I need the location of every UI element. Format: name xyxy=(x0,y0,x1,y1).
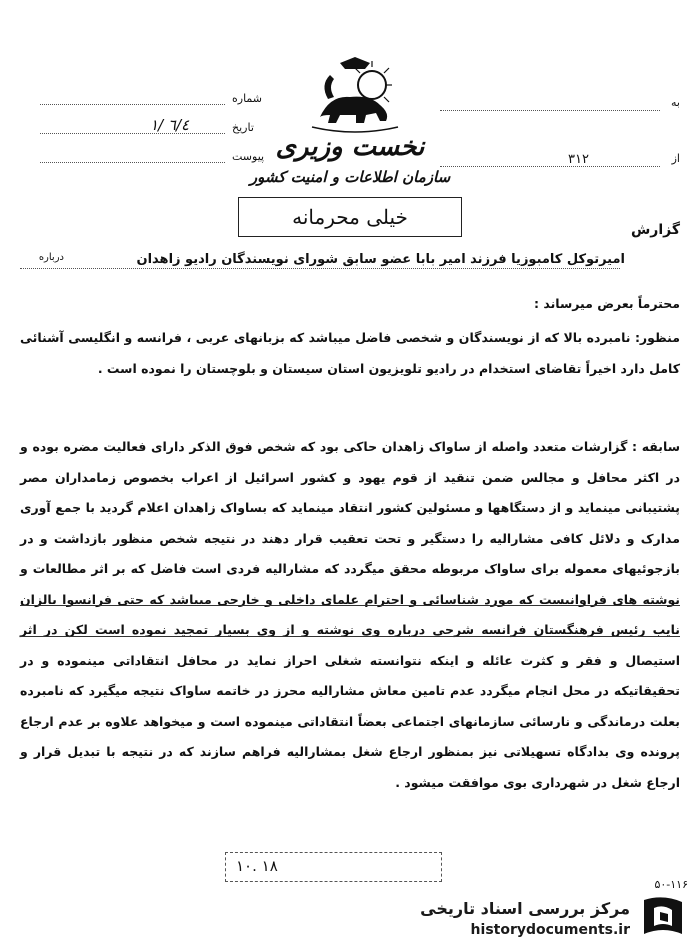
from-value: ۳۱۲ xyxy=(568,152,589,167)
from-field-line xyxy=(440,166,660,167)
classification-stamp: خیلی محرمانه xyxy=(238,197,462,237)
attachment-field-line xyxy=(40,162,225,163)
document-title: نخست وزیری xyxy=(275,132,425,162)
organization-name: سازمان اطلاعات و امنیت کشور xyxy=(249,168,451,186)
purpose-paragraph: منظور: نامبرده بالا که از نویسندگان و شخصی فاضل میباشد که بزبانهای عربی ، فرانسه و انگلیسی آشنائی کامل دارد اخیراً تقاضای استخدام در رادیو تلویزیون استان سیستان و بلوچستان را نموده است . xyxy=(20,330,680,376)
underline-rule xyxy=(20,636,680,637)
date-value: ۱/ ٦/٤ xyxy=(150,116,190,134)
subject-text: امیرتوکل کامبوزیا فرزند امیر بابا عضو سابق شورای نویسندگان رادیو زاهدان xyxy=(136,252,625,267)
report-label: گزارش xyxy=(630,222,680,238)
watermark-text-fa: مرکز بررسی اسناد تاریخی xyxy=(420,899,630,918)
number-field-line xyxy=(40,104,225,105)
underline-rule xyxy=(20,605,680,606)
date-label: تاریخ xyxy=(232,121,254,134)
page-code: ۵۰-۱۱۶ xyxy=(654,878,688,891)
attachment-label: پیوست xyxy=(232,150,265,163)
subject-label: درباره xyxy=(38,252,64,263)
number-label: شماره xyxy=(232,92,263,105)
to-field-line xyxy=(440,110,660,111)
background-paragraph: سابقه : گزارشات متعدد واصله از ساواک زاهدان حاکی بود که شخص فوق الذکر دارای فعالیت مضره بوده و در اکثر محافل و مجالس ضمن تنقید از قوم یهود و کشور اسرائیل از اعراب بخصوص زمامداران مصر پشتیبانی مینماید و از دستگاهها و مسئولین کشور انتقاد مینماید که بساواک زاهدان اعلام گردید با جمع آوری مدارک و دلائل کافی مشارالیه را دستگیر و تحت تعقیب قرار دهند در نتیجه شخص منظور بازداشت و در بازجوئیهای معموله برای ساواک مربوطه محقق میگردد که مشارالیه فردی است فاضل که بر اثر مطالعات و نوشته های فراوانیست که مورد شناسائی و احترام علمای داخلی و خارجی میباشد که حتی فرانسوا بالزان نایب رئیس فرهنگستان فرانسه شرحی درباره وی نوشته و از وی بسیار تمجید نموده است لکن در اثر استیصال و فقر و کثرت عائله و اینکه نتوانسته شغلی احراز نماید در محافل انتقاداتی مینموده و در تحقیقاتیکه در محل انجام میگردد عدم تامین معاش مشارالیه محرز در خاتمه ساواک نتیجه میگیرد که نامبرده بعلت درماندگی و نارسائی سازمانهای اجتماعی بعضاً انتقاداتی مینموده است و میخواهد علاوه بر عدم ارجاع پرونده وی بدادگاه تسهیلاتی نیز بمنظور ارجاع شغل بمشارالیه فراهم سازند که در نتیجه با تبدیل قرار و ارجاع شغل در شهرداری بوی موافقت میشود . xyxy=(20,439,680,790)
footer-stamp-number: ۱۰. ۱۸ xyxy=(236,857,278,875)
salutation: محترماً بعرض میرساند : xyxy=(534,296,680,311)
date-field-line xyxy=(40,133,225,134)
watermark-mark-icon xyxy=(638,894,688,940)
subject-underline xyxy=(20,268,620,269)
lion-and-sun-emblem-icon xyxy=(300,55,410,135)
watermark-logo xyxy=(412,894,692,944)
watermark-text-en: historydocuments.ir xyxy=(470,922,630,938)
from-label: از xyxy=(671,152,680,165)
to-label: به xyxy=(671,96,680,109)
